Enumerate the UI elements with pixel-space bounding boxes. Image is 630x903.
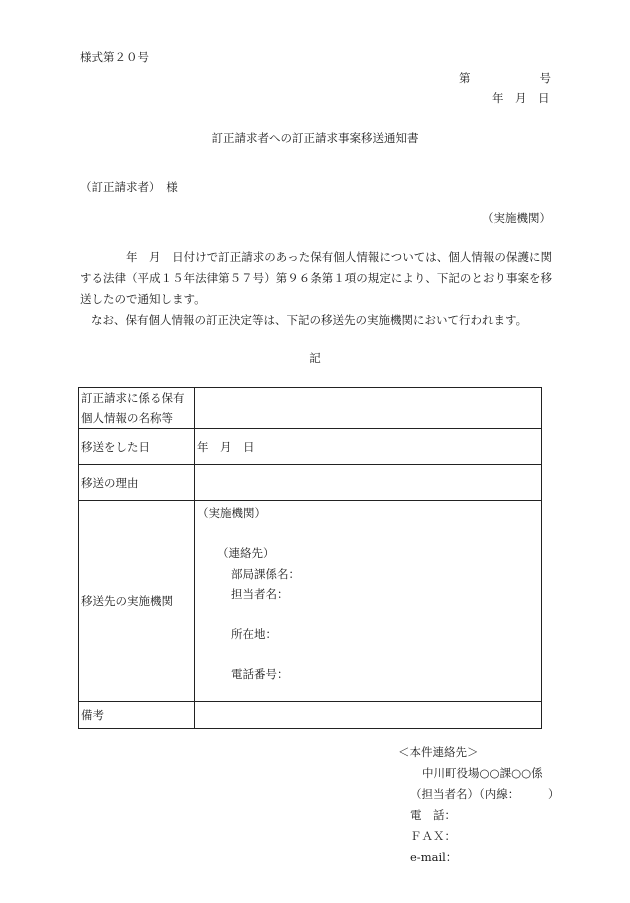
record-name-label-line1: 訂正請求に係る保有: [81, 391, 185, 405]
destination-dept-line: 部局課係名：: [231, 567, 300, 581]
contact-block: [398, 742, 560, 868]
table-row: [79, 388, 542, 429]
destination-address-line: 所在地：: [231, 627, 277, 641]
transfer-reason-label: 移送の理由: [79, 465, 195, 501]
remarks-label: 備考: [79, 702, 195, 729]
contact-tel: 電 話：: [410, 808, 456, 822]
contact-office: 中川町役場○○課○○係: [422, 766, 543, 780]
transfer-date-value: 年 月 日: [195, 429, 542, 465]
destination-agency-value: [195, 501, 542, 702]
contact-heading: ＜本件連絡先＞: [398, 745, 479, 759]
transfer-date-label: 移送をした日: [79, 429, 195, 465]
record-name-label-line2: 個人情報の名称等: [81, 411, 173, 425]
record-name-value: [195, 388, 542, 429]
table-row: [79, 702, 542, 729]
addressee: （訂正請求者） 様: [80, 180, 178, 194]
table-row: [79, 429, 542, 465]
number-prefix: 第: [459, 71, 471, 85]
document-number-line: [459, 70, 551, 86]
record-name-label: [79, 388, 195, 429]
destination-phone-line: 電話番号：: [231, 667, 289, 681]
issue-date: 年 月 日: [492, 91, 550, 105]
contact-person: （担当者名）（内線： ）: [410, 787, 560, 801]
number-suffix: 号: [539, 71, 551, 85]
destination-contact-line: （連絡先）: [217, 546, 275, 560]
notice-body: [80, 247, 552, 331]
document-title: 訂正請求者への訂正請求事案移送通知書: [211, 131, 419, 145]
transfer-details-table: [78, 387, 542, 729]
transfer-reason-value: [195, 465, 542, 501]
table-row: [79, 465, 542, 501]
remarks-value: [195, 702, 542, 729]
issuing-agency: （実施機関）: [482, 211, 551, 225]
form-number: 様式第２０号: [80, 50, 149, 64]
contact-fax: ＦＡＸ：: [410, 829, 456, 843]
contact-email: e-mail：: [410, 850, 458, 864]
body-paragraph-1: 年 月 日付けで訂正請求のあった保有個人情報については、個人情報の保護に関する法律（平成１５年法律第５７号）第９６条第１項の規定により、下記のとおり事案を移送したので通知します。: [80, 250, 552, 306]
destination-person-line: 担当者名：: [231, 587, 289, 601]
destination-agency-line: （実施機関）: [197, 506, 266, 520]
destination-agency-label: 移送先の実施機関: [79, 501, 195, 702]
table-row: [79, 501, 542, 702]
body-paragraph-2: なお、保有個人情報の訂正決定等は、下記の移送先の実施機関において行われます。: [91, 313, 528, 327]
ki-heading: 記: [309, 351, 321, 365]
